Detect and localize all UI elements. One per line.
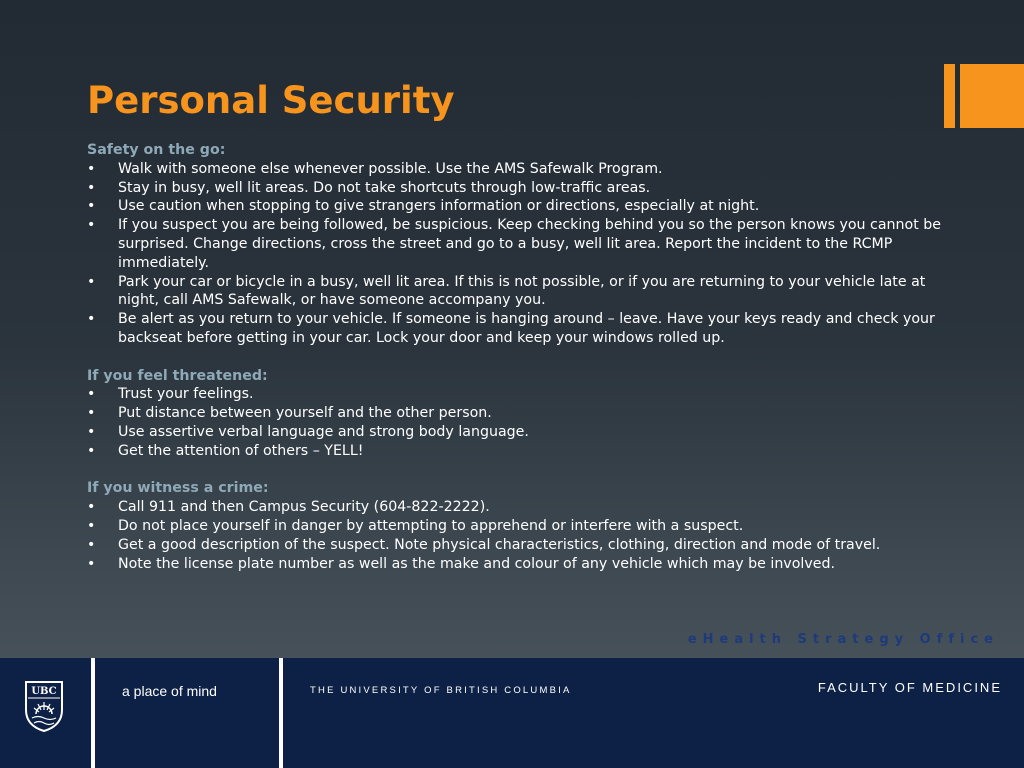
bullet-icon: • xyxy=(87,273,96,290)
divider xyxy=(91,658,95,768)
bullet-icon: • xyxy=(87,517,96,534)
orange-accent-block xyxy=(960,64,1024,128)
list-item-text: Note the license plate number as well as the make and colour of any vehicle which may be involved. xyxy=(118,555,835,572)
section-heading: If you witness a crime: xyxy=(87,480,269,497)
ubc-crest-icon xyxy=(24,680,64,732)
list-item xyxy=(87,555,947,574)
footer-office-name: eHealth Strategy Office xyxy=(687,632,999,647)
list-item-text: Be alert as you return to your vehicle. If someone is hanging around – leave. Have your keys ready and check your backseat before getting in your car. Lock your door and keep your windows rolled up. xyxy=(118,311,935,346)
bullet-list xyxy=(87,498,947,573)
faculty-name: FACULTY OF MEDICINE xyxy=(817,680,1002,695)
bullet-icon: • xyxy=(87,555,96,572)
list-item-text: Use caution when stopping to give strangers information or directions, especially at night. xyxy=(118,198,760,215)
branding-band xyxy=(0,658,1024,768)
logo-text: UBC xyxy=(31,686,57,697)
list-item-text: Stay in busy, well lit areas. Do not take shortcuts through low-traffic areas. xyxy=(118,179,651,196)
list-item-text: If you suspect you are being followed, be suspicious. Keep checking behind you so the person knows you cannot be surprised. Change directions, cross the street and go to a busy, well lit area. Report the incident to the RCMP immediately. xyxy=(118,217,942,271)
list-item xyxy=(87,179,947,198)
list-item-text: Trust your feelings. xyxy=(118,386,254,403)
bullet-icon: • xyxy=(87,405,96,422)
bullet-icon: • xyxy=(87,536,96,553)
bullet-icon: • xyxy=(87,311,96,328)
section-heading: If you feel threatened: xyxy=(87,367,268,384)
bullet-list xyxy=(87,385,947,460)
list-item xyxy=(87,197,947,216)
section-safety-on-the-go xyxy=(87,141,947,348)
list-item xyxy=(87,536,947,555)
bullet-icon: • xyxy=(87,386,96,403)
slide-content xyxy=(87,141,947,592)
list-item xyxy=(87,517,947,536)
list-item xyxy=(87,160,947,179)
section-heading: Safety on the go: xyxy=(87,142,226,158)
list-item xyxy=(87,273,947,311)
bullet-icon: • xyxy=(87,160,96,177)
list-item xyxy=(87,385,947,404)
bullet-icon: • xyxy=(87,217,96,234)
university-name: THE UNIVERSITY OF BRITISH COLUMBIA xyxy=(310,685,572,696)
list-item-text: Walk with someone else whenever possible. Use the AMS Safewalk Program. xyxy=(118,160,663,177)
list-item-text: Put distance between yourself and the other person. xyxy=(118,405,492,422)
list-item-text: Get a good description of the suspect. Note physical characteristics, clothing, direction and mode of travel. xyxy=(118,536,881,553)
orange-accent-bar xyxy=(944,64,955,128)
list-item-text: Do not place yourself in danger by attempting to apprehend or interfere with a suspect. xyxy=(118,517,744,534)
slide-title: Personal Security xyxy=(87,79,455,122)
section-if-you-witness-a-crime xyxy=(87,479,947,573)
list-item xyxy=(87,216,947,272)
bullet-icon: • xyxy=(87,423,96,440)
list-item-text: Get the attention of others – YELL! xyxy=(118,442,364,459)
bullet-icon: • xyxy=(87,198,96,215)
divider xyxy=(279,658,283,768)
list-item xyxy=(87,423,947,442)
list-item-text: Use assertive verbal language and strong body language. xyxy=(118,423,529,440)
list-item xyxy=(87,310,947,348)
bullet-icon: • xyxy=(87,442,96,459)
section-if-you-feel-threatened xyxy=(87,367,947,461)
list-item-text: Park your car or bicycle in a busy, well lit area. If this is not possible, or if you are returning to your vehicle late at night, call AMS Safewalk, or have someone accompany you. xyxy=(118,273,926,309)
list-item xyxy=(87,404,947,423)
list-item xyxy=(87,442,947,461)
bullet-icon: • xyxy=(87,499,96,516)
bullet-icon: • xyxy=(87,179,96,196)
tagline: a place of mind xyxy=(122,683,217,699)
list-item xyxy=(87,498,947,517)
list-item-text: Call 911 and then Campus Security (604-822-2222). xyxy=(118,499,490,516)
bullet-list xyxy=(87,160,947,348)
